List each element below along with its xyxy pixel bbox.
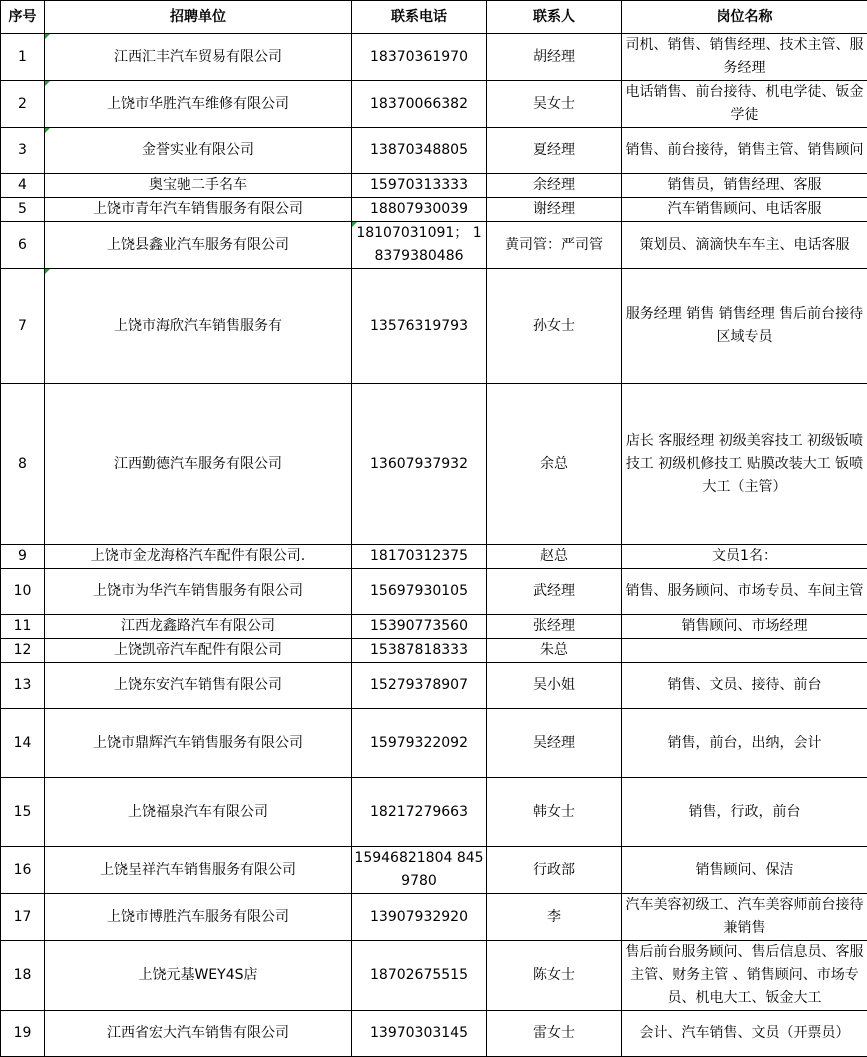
row-contact: 武经理	[487, 569, 622, 615]
row-no: 18	[1, 941, 45, 1011]
row-no: 13	[1, 663, 45, 709]
row-contact: 吴小姐	[487, 663, 622, 709]
header-phone: 联系电话	[352, 1, 487, 34]
row-company: 上饶东安汽车销售有限公司	[45, 663, 352, 709]
row-no: 19	[1, 1011, 45, 1057]
row-company: 江西省宏大汽车销售有限公司	[45, 1011, 352, 1057]
row-no: 14	[1, 709, 45, 778]
row-positions: 店长 客服经理 初级美容技工 初级钣喷技工 初级机修技工 贴膜改装大工 钣喷大工（主管）	[622, 384, 867, 545]
row-company: 上饶福泉汽车有限公司	[45, 778, 352, 847]
header-contact: 联系人	[487, 1, 622, 34]
row-phone: 15970313333	[352, 174, 487, 198]
row-positions: 汽车美容初级工、汽车美容师前台接待兼销售	[622, 894, 867, 941]
row-contact: 赵总	[487, 545, 622, 569]
row-positions: 销售，行政，前台	[622, 778, 867, 847]
row-contact: 吴经理	[487, 709, 622, 778]
row-contact: 张经理	[487, 615, 622, 639]
row-contact: 李	[487, 894, 622, 941]
row-company: 上饶市青年汽车销售服务有限公司	[45, 198, 352, 222]
row-phone: 15946821804 8459780	[352, 847, 487, 894]
row-phone: 18217279663	[352, 778, 487, 847]
row-company: 上饶元基WEY4S店	[45, 941, 352, 1011]
row-contact: 行政部	[487, 847, 622, 894]
row-no: 5	[1, 198, 45, 222]
table-row	[1, 941, 867, 1011]
row-company: 上饶凯帝汽车配件有限公司	[45, 639, 352, 663]
row-contact: 雷女士	[487, 1011, 622, 1057]
row-company: 上饶市为华汽车销售服务有限公司	[45, 569, 352, 615]
row-no: 12	[1, 639, 45, 663]
row-company: 上饶市鼎辉汽车销售服务有限公司	[45, 709, 352, 778]
header-no: 序号	[1, 1, 45, 34]
row-positions: 汽车销售顾问、电话客服	[622, 198, 867, 222]
row-no: 17	[1, 894, 45, 941]
table-row	[1, 34, 867, 81]
row-phone: 15390773560	[352, 615, 487, 639]
row-company: 上饶县鑫业汽车服务有限公司	[45, 222, 352, 269]
row-positions: 司机、销售、销售经理、技术主管、服务经理	[622, 34, 867, 81]
row-phone: 15979322092	[352, 709, 487, 778]
table-row	[1, 639, 867, 663]
row-no: 1	[1, 34, 45, 81]
row-phone: 13970303145	[352, 1011, 487, 1057]
table-row	[1, 894, 867, 941]
row-no: 11	[1, 615, 45, 639]
row-contact: 夏经理	[487, 128, 622, 174]
row-no: 8	[1, 384, 45, 545]
table-row	[1, 269, 867, 384]
row-phone: 18370361970	[352, 34, 487, 81]
row-company: 上饶市海欣汽车销售服务有	[45, 269, 352, 384]
row-contact: 余总	[487, 384, 622, 545]
table-row	[1, 384, 867, 545]
row-company: 上饶市金龙海格汽车配件有限公司.	[45, 545, 352, 569]
row-no: 6	[1, 222, 45, 269]
row-positions: 电话销售、前台接待、机电学徒、钣金学徒	[622, 81, 867, 128]
row-no: 7	[1, 269, 45, 384]
row-company: 奥宝驰二手名车	[45, 174, 352, 198]
row-phone: 15279378907	[352, 663, 487, 709]
row-phone: 18107031091； 18379380486	[352, 222, 487, 269]
table-row	[1, 847, 867, 894]
row-phone: 13607937932	[352, 384, 487, 545]
row-positions: 售后前台服务顾问、售后信息员、客服主管、财务主管 、销售顾问、市场专员、机电大工、钣金大工	[622, 941, 867, 1011]
table-row	[1, 615, 867, 639]
row-company: 江西龙鑫路汽车有限公司	[45, 615, 352, 639]
row-phone: 15387818333	[352, 639, 487, 663]
row-contact: 孙女士	[487, 269, 622, 384]
row-positions: 销售顾问、保洁	[622, 847, 867, 894]
row-contact: 谢经理	[487, 198, 622, 222]
row-company: 上饶市华胜汽车维修有限公司	[45, 81, 352, 128]
row-phone: 18170312375	[352, 545, 487, 569]
row-positions: 销售，前台，出纳，会计	[622, 709, 867, 778]
row-company: 江西汇丰汽车贸易有限公司	[45, 34, 352, 81]
row-no: 16	[1, 847, 45, 894]
row-phone: 18370066382	[352, 81, 487, 128]
row-company: 金誉实业有限公司	[45, 128, 352, 174]
row-no: 15	[1, 778, 45, 847]
table-row	[1, 174, 867, 198]
row-company: 上饶市博胜汽车服务有限公司	[45, 894, 352, 941]
header-positions: 岗位名称	[622, 1, 867, 34]
row-positions: 销售、服务顾问、市场专员、车间主管	[622, 569, 867, 615]
row-company: 上饶呈祥汽车销售服务有限公司	[45, 847, 352, 894]
row-positions	[622, 639, 867, 663]
row-contact: 朱总	[487, 639, 622, 663]
row-phone: 18702675515	[352, 941, 487, 1011]
row-positions: 销售员，销售经理、客服	[622, 174, 867, 198]
row-contact: 胡经理	[487, 34, 622, 81]
row-positions: 销售、文员、接待、前台	[622, 663, 867, 709]
row-contact: 陈女士	[487, 941, 622, 1011]
table-row	[1, 569, 867, 615]
row-phone: 18807930039	[352, 198, 487, 222]
row-positions: 销售顾问、市场经理	[622, 615, 867, 639]
row-contact: 黄司管：严司管	[487, 222, 622, 269]
row-phone: 13907932920	[352, 894, 487, 941]
table-row	[1, 545, 867, 569]
row-no: 9	[1, 545, 45, 569]
row-contact: 余经理	[487, 174, 622, 198]
row-positions: 会计、汽车销售、文员（开票员）	[622, 1011, 867, 1057]
table-row	[1, 663, 867, 709]
table-row	[1, 1011, 867, 1057]
row-phone: 13576319793	[352, 269, 487, 384]
row-positions: 服务经理 销售 销售经理 售后前台接待 区域专员	[622, 269, 867, 384]
row-positions: 销售、前台接待，销售主管、销售顾问	[622, 128, 867, 174]
row-positions: 文员1名：	[622, 545, 867, 569]
row-no: 2	[1, 81, 45, 128]
table-row	[1, 778, 867, 847]
row-no: 4	[1, 174, 45, 198]
row-contact: 韩女士	[487, 778, 622, 847]
header-company: 招聘单位	[45, 1, 352, 34]
row-contact: 吴女士	[487, 81, 622, 128]
row-no: 3	[1, 128, 45, 174]
header-row	[1, 1, 867, 34]
table-row	[1, 81, 867, 128]
table-row	[1, 709, 867, 778]
table-row	[1, 222, 867, 269]
row-phone: 13870348805	[352, 128, 487, 174]
row-no: 10	[1, 569, 45, 615]
row-positions: 策划员、滴滴快车车主、电话客服	[622, 222, 867, 269]
table-row	[1, 198, 867, 222]
table-row	[1, 128, 867, 174]
row-company: 江西勤德汽车服务有限公司	[45, 384, 352, 545]
row-phone: 15697930105	[352, 569, 487, 615]
